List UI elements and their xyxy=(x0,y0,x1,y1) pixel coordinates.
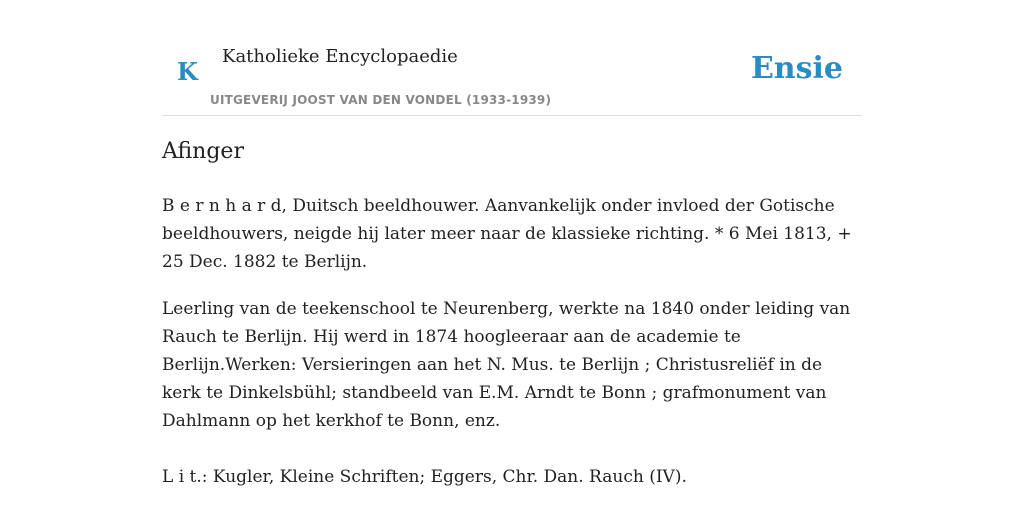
site-header xyxy=(162,0,862,116)
publisher-label: UITGEVERIJ JOOST VAN DEN VONDEL (1933-1939) xyxy=(210,93,552,107)
article-paragraph: Leerling van de teekenschool te Neurenberg, werkte na 1840 onder leiding van Rauch te Berlijn. Hij werd in 1874 hoogleeraar aan de academie te Berlijn.Werken: Versieringen aan het N. Mus. te Berlijn ; Christusreliëf in de kerk te Dinkelsbühl; standbeeld van E.M. Arndt te Bonn ; grafmonument van Dahlmann op het kerkhof te Bonn, enz. xyxy=(162,299,851,431)
page xyxy=(162,0,862,487)
ensie-brand-link[interactable]: Ensie xyxy=(750,51,843,86)
article-title: Afinger xyxy=(162,139,244,164)
site-title-link[interactable]: Katholieke Encyclopaedie xyxy=(222,46,458,67)
article-literature: L i t.: Kugler, Kleine Schriften; Eggers, Chr. Dan. Rauch (IV). xyxy=(162,467,687,487)
site-logo[interactable]: K xyxy=(177,57,198,86)
article-paragraph: B e r n h a r d, Duitsch beeldhouwer. Aanvankelijk onder invloed der Gotische beeldhouwers, neigde hij later meer naar de klassieke richting. * 6 Mei 1813, + 25 Dec. 1882 te Berlijn. xyxy=(162,196,852,272)
